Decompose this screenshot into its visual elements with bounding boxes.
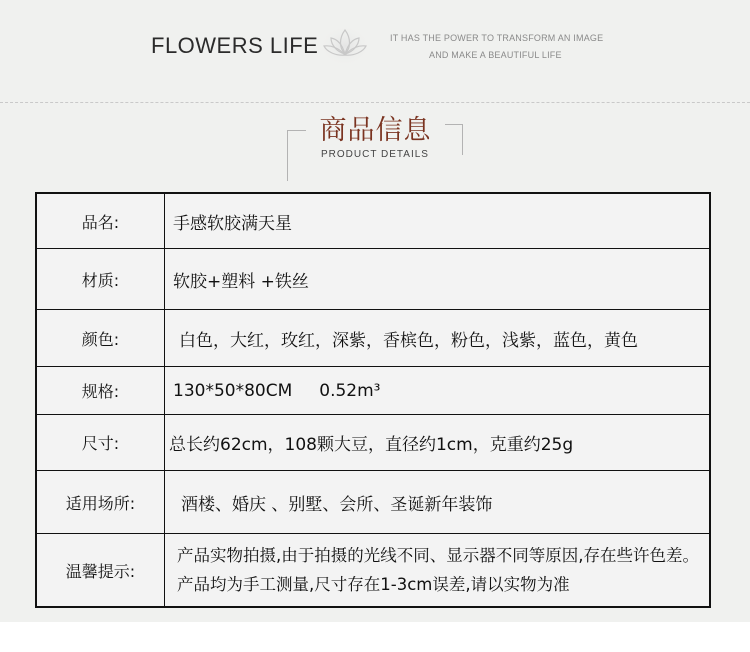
row-label: 材质: [81,270,120,290]
section-title-en: PRODUCT DETAILS [321,149,429,160]
tagline-line-2: AND MAKE A BEAUTIFUL LIFE [429,50,562,60]
row-value: 手感软胶满天星 [173,213,292,234]
brand-name: FLOWERS LIFE [151,33,319,58]
tagline-line-1: IT HAS THE POWER TO TRANSFORM AN IMAGE [390,33,604,43]
row-value: 软胶+塑料 +铁丝 [173,271,309,292]
table-row [37,366,709,414]
bottom-margin [0,622,750,652]
table-row [37,248,709,309]
table-row [37,194,709,248]
page-header [0,0,750,90]
lotus-icon [318,22,372,68]
row-label: 品名: [81,212,120,232]
row-value: 总长约62cm，108颗大豆，直径约1cm，克重约25g [169,435,574,455]
row-label: 温馨提示: [65,561,136,581]
section-title [287,108,463,180]
row-value: 130*50*80CM 0.52m³ [173,380,381,401]
row-label: 适用场所: [65,493,136,513]
table-row [37,533,709,606]
table-row [37,414,709,470]
row-value: 白色，大红，玫红，深紫，香槟色，粉色，浅紫，蓝色，黄色 [179,330,638,351]
row-label: 颜色: [81,329,120,349]
row-value: 产品实物拍摄,由于拍摄的光线不同、显示器不同等原因,存在些许色差。产品均为手工测量,尺寸存在1-3cm误差,请以实物为准 [177,546,699,594]
divider [0,102,750,103]
table-row [37,470,709,533]
tagline [390,30,620,64]
section-title-cn: 商品信息 [319,115,432,146]
table-row [37,309,709,366]
row-value: 酒楼、婚庆 、别墅、会所、圣诞新年装饰 [181,494,493,515]
row-label: 尺寸: [81,434,120,453]
row-label: 规格: [81,382,120,401]
product-details-table [35,192,711,608]
